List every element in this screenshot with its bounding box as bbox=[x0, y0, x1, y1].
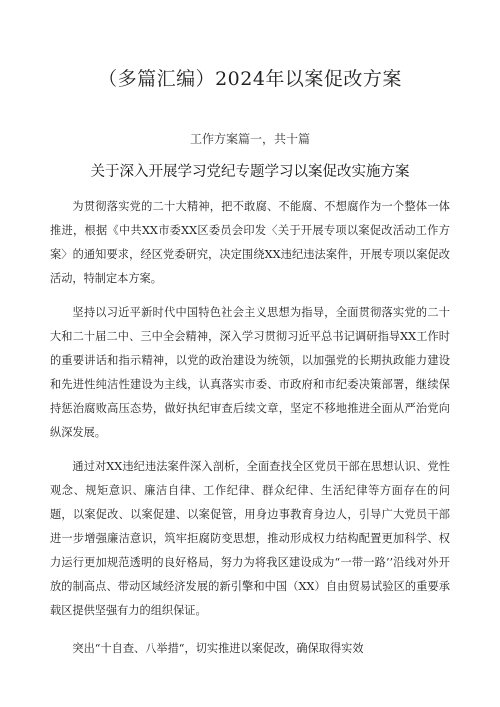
paragraph-measures: 突出“十自查、八举措“，切实推进以案促改，确保取得实效 bbox=[72, 642, 364, 655]
paragraph-intro: 为贯彻落实党的二十大精神，把不敢腐、不能腐、不想腐作为一个整体一体推进，根据《中共XX市委XX区委员会印发〈关于开展专项以案促改活动工作方案〉的通知要求，经区党委研究，决定围绕XX违纪违法案件，开展专项以案促改活动，特制定本方案。 bbox=[50, 200, 450, 285]
paragraph-objectives: 通过对XX违纪违法案件深入剖析，全面查找全区党员干部在思想认识、党性观念、规矩意识、廉洁自律、工作纪律、群众纪律、生活纪律等方面存在的问题，以案促改、以案促建、以案促管，用身边事教育身边人，引导广大党员干部进一步增强廉洁意识，筑牢拒腐防变思想，推动形成权力结构配置更加科学、权力运行更加规范透明的良好格局，努力为将我区建设成为“一带一路’’沿线对外开放的制高点、带动区域经济发展的新引擎和中国（XX）自由贸易试验区的重要承载区提供坚强有力的组织保证。 bbox=[50, 460, 450, 617]
section-heading: 关于深入开展学习党纪专题学习以案促改实施方案 bbox=[90, 164, 410, 180]
document-body bbox=[50, 195, 450, 671]
paragraph-guiding-principle: 坚持以习近平新时代中国特色社会主义思想为指导，全面贯彻落实党的二十大和二十届二中、三中全会精神，深入学习贯彻习近平总书记调研指导XX工作时的重要讲话和指示精神，以党的政治建设为统领，以加强党的长期执政能力建设和先进性纯洁性建设为主线，认真落实市委、市政府和市纪委决策部署，继续保持惩治腐败高压态势，做好执纪审查后续文章，坚定不移地推进全面从严治党向纵深发展。 bbox=[50, 306, 450, 439]
document-title: （多篇汇编）2024年以案促改方案 bbox=[98, 68, 402, 90]
document-subtitle: 工作方案篇一，共十篇 bbox=[189, 132, 310, 146]
